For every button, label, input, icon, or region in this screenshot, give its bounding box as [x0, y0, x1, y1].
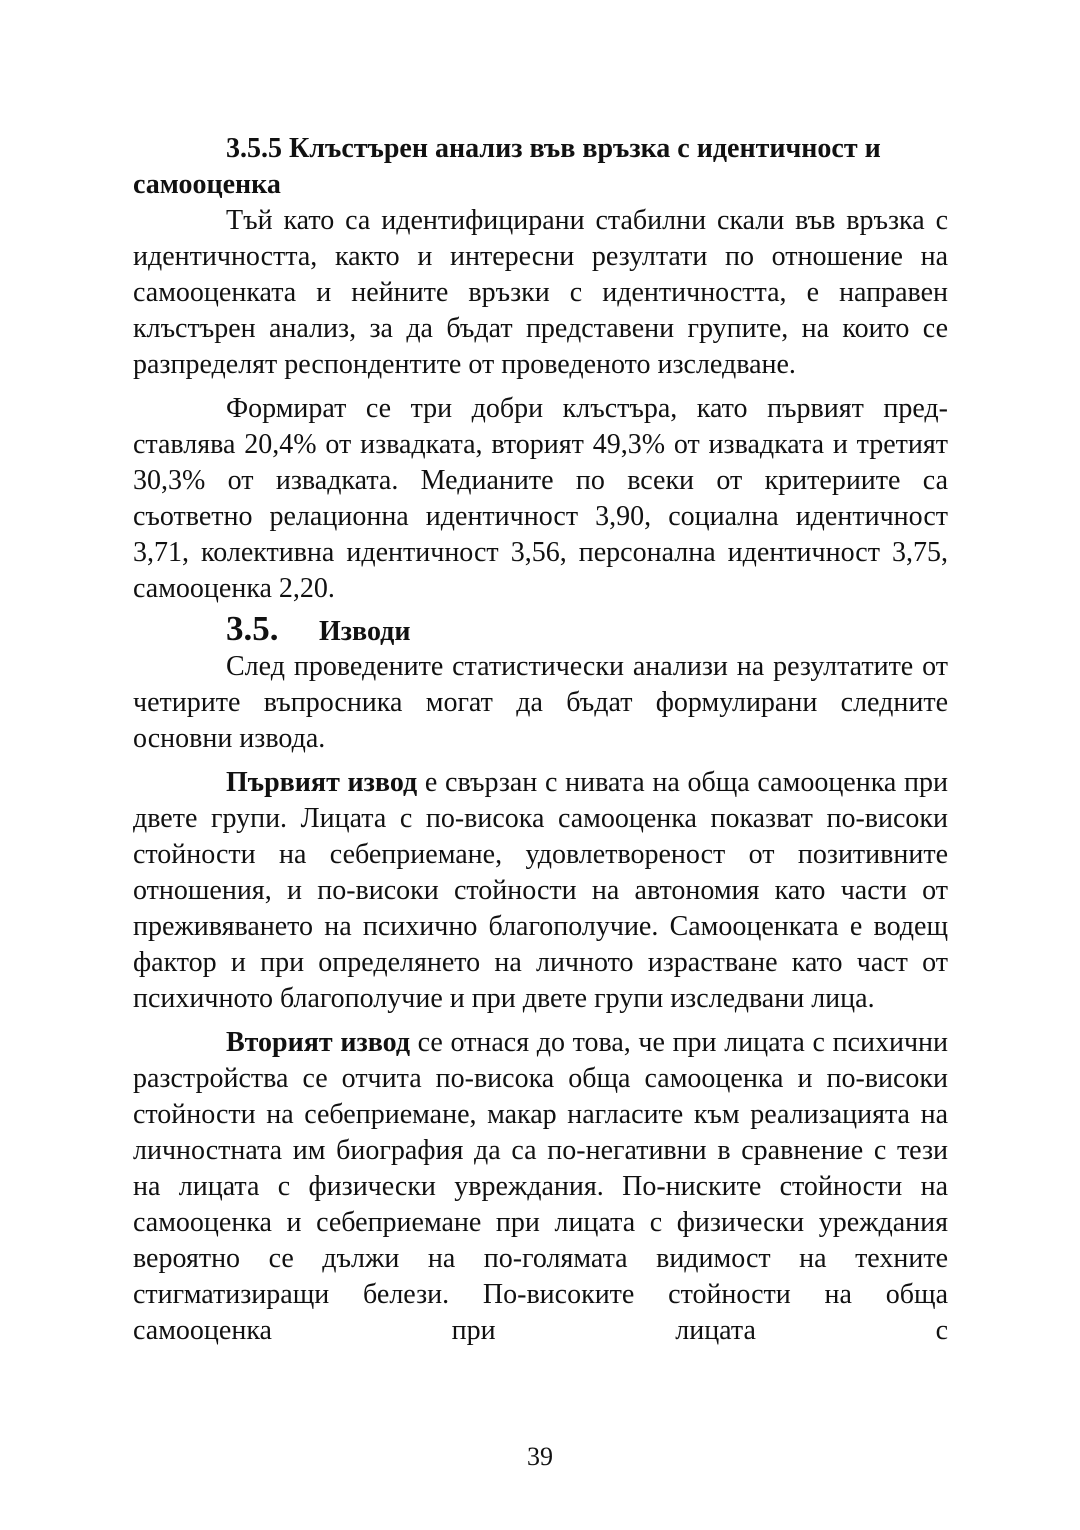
section-heading-line-2: самооценка — [133, 169, 281, 200]
paragraph-4 — [133, 765, 948, 1017]
second-conclusion-text: се отнася до това, че при лицата с психични разстройства се отчита по-висока обща самооценка и по-високи стойности на себеприемане, макар нагласите към реализацията на личностната им биография да са по-негативни в сравнение с тези на лицата с физически увреждания. По-ниските стойности на самооценка и себеприемане при лицата с физически уреждания вероятно се дължи на по-голямата видимост на техните стигматизиращи белези. По-високите стойности на обща самооценка при лицата с — [133, 1027, 948, 1346]
first-conclusion-lead: Първият извод — [226, 767, 418, 798]
section-heading-3-5 — [133, 609, 948, 649]
paragraph-3: След проведените статистически анализи на резултатите от четирите въпросника могат да бъдат формулирани следните основни извода. — [133, 651, 948, 754]
page-body — [133, 131, 948, 1349]
paragraph-2: Формират се три добри клъстъра, като първият представлява 20,4% от извадката, вторият 49,3% от извадката и третият 30,3% от извадката. Медианите по всеки от критериите са съответно релационна идентичност 3,90, социална идентичност 3,71, колективна идентичност 3,56, персонална идентичност 3,75, самооценка 2,20. — [133, 393, 948, 604]
second-conclusion-lead: Вторият извод — [226, 1027, 410, 1058]
paragraph-5 — [133, 1025, 948, 1349]
first-conclusion-text: е свързан с нивата на обща самооценка при двете групи. Лицата с по-висока самооценка показват по-високи стойности на себеприемане, удовлетвореност от позитивните отношения, и по-високи стойности на автономия като части от преживяването на психично благополучие. Самооценката е водещ фактор и при определянето на личното израстване като част от психичното благополучие и при двете групи изследвани лица. — [133, 767, 948, 1014]
section-heading-line-1: 3.5.5 Клъстърен анализ във връзка с идентичност и — [226, 133, 881, 164]
section-title: Изводи — [319, 616, 411, 647]
paragraph-1: Тъй като са идентифицирани стабилни скали във връзка с идентичността, както и интересни резултати по отношение на самооценката и нейните връзки с идентичността, е направен клъстърен анализ, за да бъдат представени групите, на които се разпределят респондентите от проведеното изследване. — [133, 205, 948, 380]
section-number: 3.5. — [226, 609, 279, 648]
page-number: 39 — [527, 1442, 553, 1471]
section-heading-3-5-5 — [133, 131, 948, 203]
